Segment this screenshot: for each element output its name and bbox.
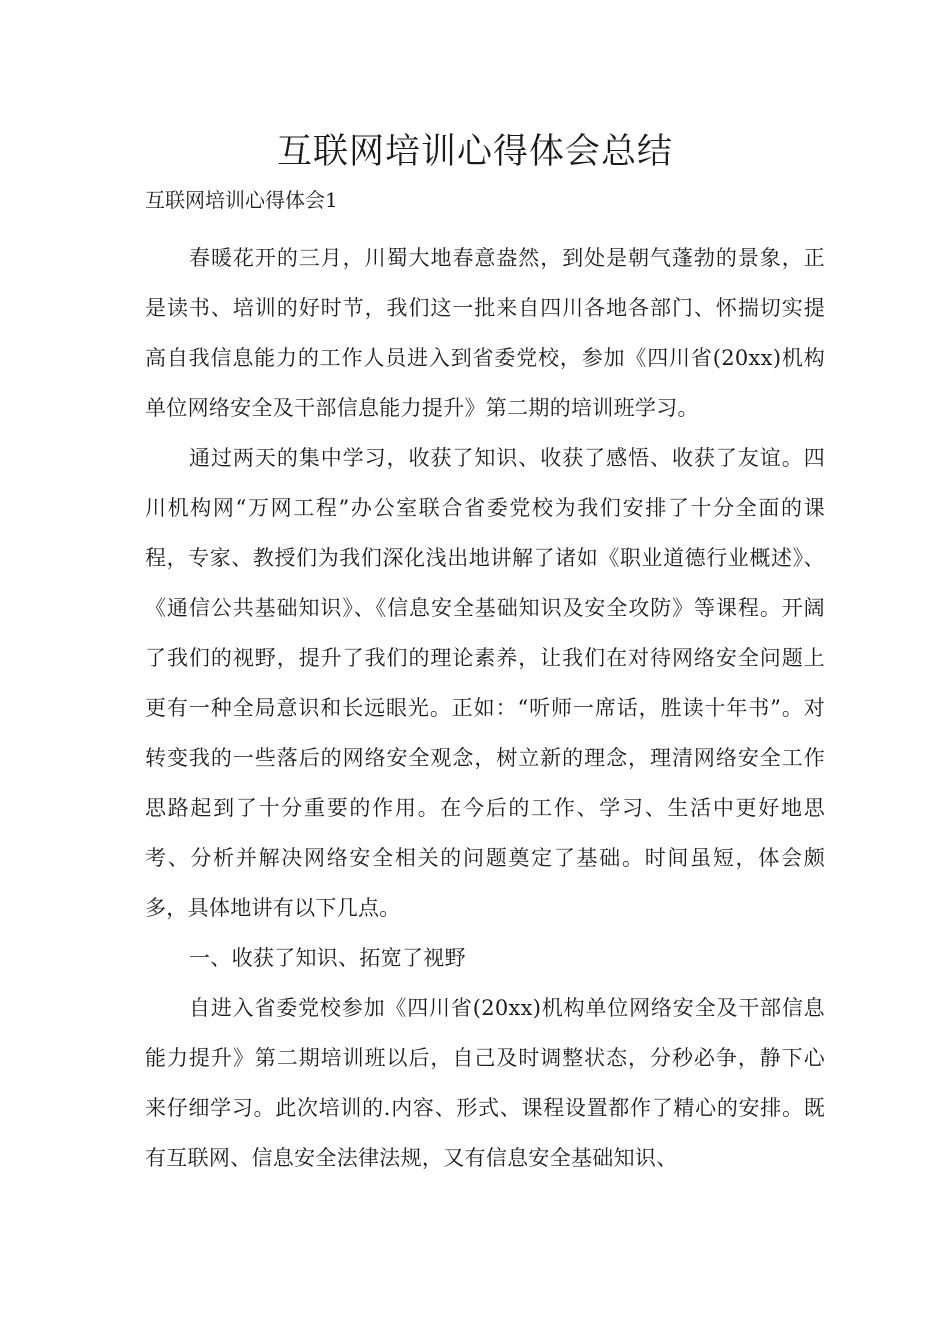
document-title: 互联网培训心得体会总结 [276, 132, 673, 172]
section-subtitle: 互联网培训心得体会1 [145, 188, 338, 212]
paragraph-detail: 自进入省委党校参加《四川省(20xx)机构单位网络安全及干部信息能力提升》第二期培训班以后，自己及时调整状态，分秒必争，静下心来仔细学习。此次培训的.内容、形式、课程设置都作了精心的安排。既有互联网、信息安全法律法规，又有信息安全基础知识、 [145, 996, 825, 1170]
paragraph-summary: 通过两天的集中学习，收获了知识、收获了感悟、收获了友谊。四川机构网“万网工程”办公室联合省委党校为我们安排了十分全面的课程，专家、教授们为我们深化浅出地讲解了诸如《职业道德行业概述》、《通信公共基础知识》、《信息安全基础知识及安全攻防》等课程。开阔了我们的视野，提升了我们的理论素养，让我们在对待网络安全问题上更有一种全局意识和长远眼光。正如：“听师一席话，胜读十年书”。对转变我的一些落后的网络安全观念，树立新的理念，理清网络安全工作思路起到了十分重要的作用。在今后的工作、学习、生活中更好地思考、分析并解决网络安全相关的问题奠定了基础。时间虽短，体会颇多，具体地讲有以下几点。 [145, 446, 825, 920]
document-body [145, 233, 825, 1183]
section-heading: 一、收获了知识、拓宽了视野 [189, 946, 466, 970]
paragraph-intro: 春暖花开的三月，川蜀大地春意盎然，到处是朝气蓬勃的景象，正是读书、培训的好时节，我们这一批来自四川各地各部门、怀揣切实提高自我信息能力的工作人员进入到省委党校，参加《四川省(20xx)机构单位网络安全及干部信息能力提升》第二期的培训班学习。 [145, 246, 825, 420]
